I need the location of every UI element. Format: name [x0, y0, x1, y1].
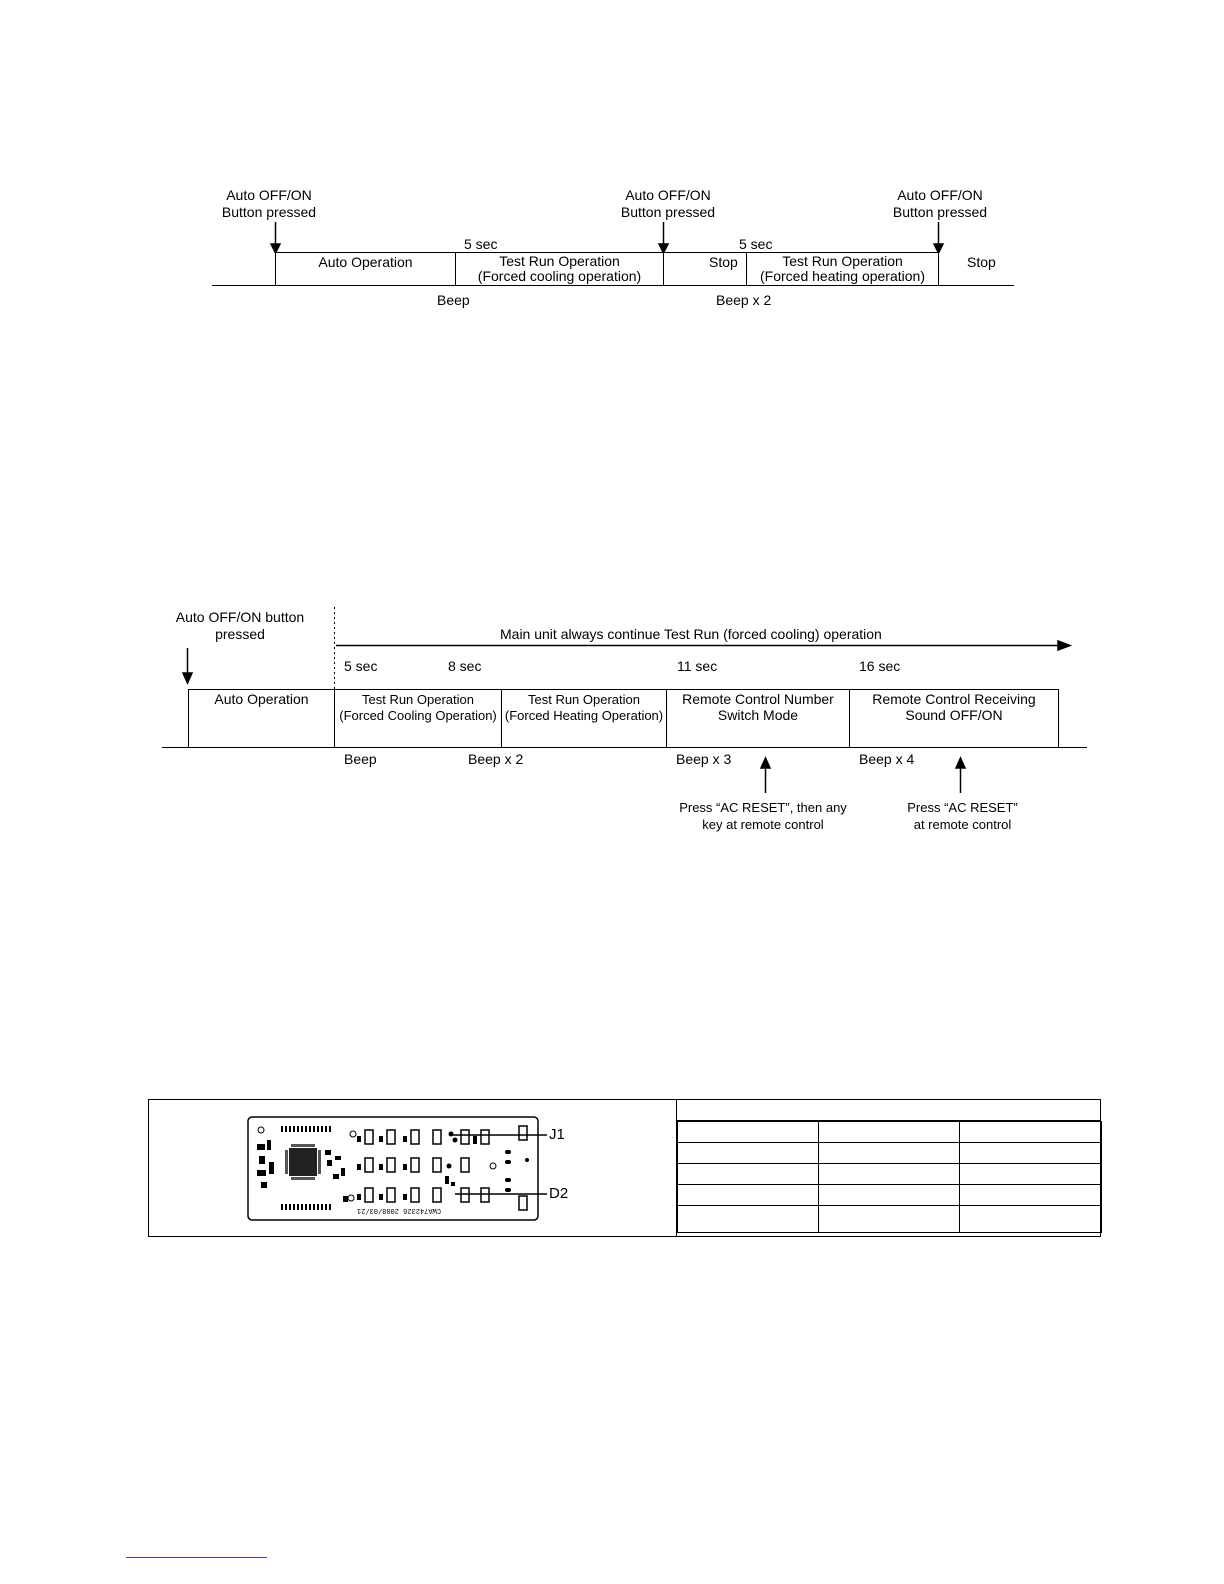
beep-label: Beep x 2	[468, 751, 524, 767]
arrow-up-icon	[761, 758, 770, 768]
segment-auto-operation: Auto Operation	[214, 691, 309, 707]
table-row	[678, 1206, 1102, 1233]
arrow-up-icon	[956, 758, 965, 768]
time-label: 5 sec	[344, 658, 378, 674]
pcb-silkscreen: CWA742326 2008/03/21	[356, 1206, 441, 1214]
arrow-down-icon	[183, 673, 192, 683]
pcb-label-j1: J1	[549, 1126, 565, 1143]
segment-receiving-sound: Remote Control Receiving Sound OFF/ON	[872, 691, 1036, 723]
beep-label: Beep	[344, 751, 377, 767]
time-label: 8 sec	[448, 658, 482, 674]
segment-test-run-heating: Test Run Operation (Forced Heating Operation)	[504, 692, 664, 723]
time-label: 5 sec	[739, 236, 773, 252]
segment-test-run-cooling: Test Run Operation (Forced Cooling Operation)	[339, 692, 497, 723]
segment-test-run-cooling: Test Run Operation (Forced cooling operation)	[477, 253, 642, 284]
press-label-1: Auto OFF/ON Button pressed	[221, 187, 317, 220]
pcb-label-d2: D2	[549, 1185, 569, 1202]
timeline-baseline	[212, 285, 1014, 286]
segment-remote-number-switch: Remote Control Number Switch Mode	[682, 691, 834, 723]
time-label: 5 sec	[464, 236, 498, 252]
beep-label: Beep x 2	[716, 292, 772, 308]
table-row	[678, 1164, 1102, 1185]
table-row	[678, 1185, 1102, 1206]
pcb-panel	[148, 1099, 1101, 1237]
time-label: 16 sec	[859, 658, 901, 674]
press-label-2: Auto OFF/ON Button pressed	[620, 187, 716, 220]
pcb-image	[247, 1116, 547, 1222]
table-row	[678, 1122, 1102, 1143]
note-ac-reset-any-key: Press “AC RESET”, then any key at remote control	[679, 800, 847, 832]
footer-link-line	[126, 1557, 267, 1558]
continue-label: Main unit always continue Test Run (forced cooling) operation	[500, 626, 882, 642]
press-label: Auto OFF/ON button pressed	[175, 609, 305, 642]
segment-stop: Stop	[709, 254, 738, 270]
beep-label: Beep x 4	[859, 751, 915, 767]
press-label-3: Auto OFF/ON Button pressed	[892, 187, 988, 220]
table-row	[678, 1143, 1102, 1164]
segment-test-run-heating: Test Run Operation (Forced heating operation)	[760, 253, 925, 284]
ic-chip	[289, 1148, 317, 1176]
arrow-right-icon	[1058, 641, 1070, 650]
arrows-2	[0, 0, 1, 1]
segment-stop: Stop	[967, 254, 996, 270]
beep-label: Beep	[437, 292, 470, 308]
beep-label: Beep x 3	[676, 751, 732, 767]
note-ac-reset: Press “AC RESET” at remote control	[907, 800, 1018, 832]
time-label: 11 sec	[677, 658, 718, 674]
segment-auto-operation: Auto Operation	[318, 254, 413, 270]
timeline-baseline	[162, 747, 1087, 748]
setting-table	[677, 1121, 1102, 1233]
